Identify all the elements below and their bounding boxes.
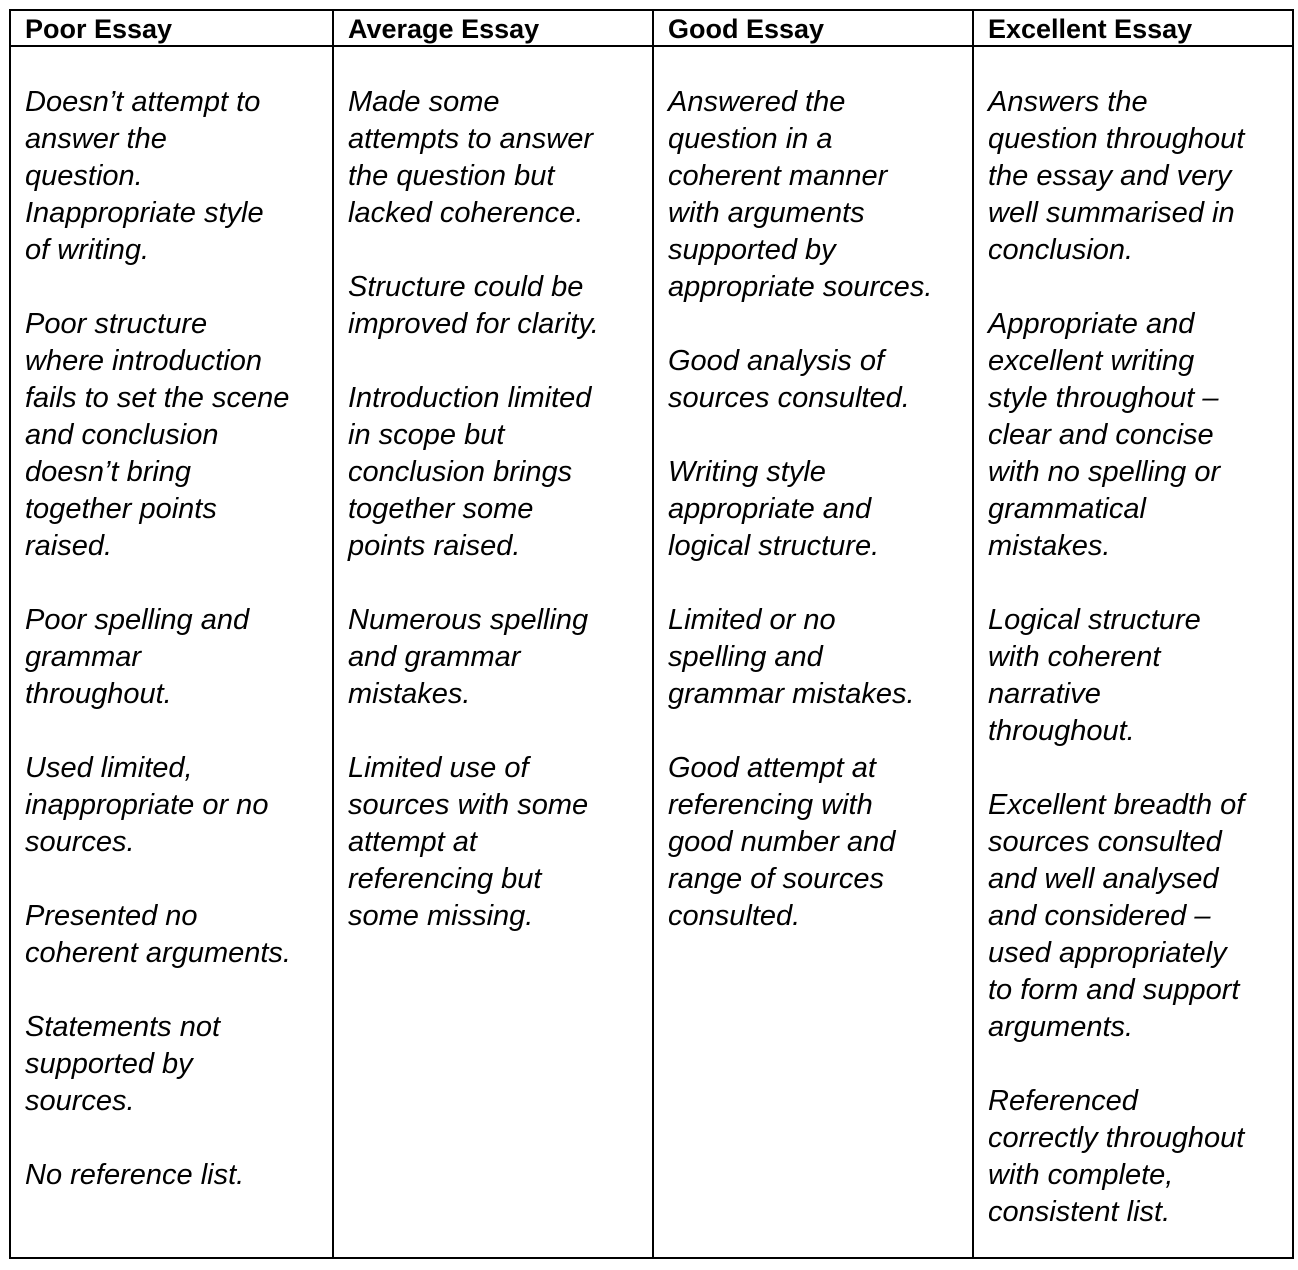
criterion-text: Statements not supported by sources. [25, 1011, 221, 1117]
excellent-essay-cell [973, 46, 1293, 1258]
criterion-text: No reference list. [25, 1159, 245, 1191]
essay-rubric-table [9, 9, 1294, 1259]
good-essay-cell [653, 46, 973, 1258]
criterion-text: Poor structure where introduction fails to set the scene and conclusion doesn’t bring together points raised. [25, 308, 290, 562]
criterion-text: Limited or no spelling and grammar mistakes. [668, 604, 915, 710]
criterion-text: Appropriate and excellent writing style throughout – clear and concise with no spelling or grammatical mistakes. [988, 308, 1221, 562]
criterion-text: Answers the question throughout the essay and very well summarised in conclusion. [988, 86, 1245, 266]
header-row [10, 10, 1293, 46]
criterion-text: Excellent breadth of sources consulted and well analysed and considered – used appropriately to form and support arguments. [988, 789, 1245, 1043]
criterion-text: Doesn’t attempt to answer the question. Inappropriate style of writing. [25, 86, 264, 266]
criterion-text: Used limited, inappropriate or no sources. [25, 752, 269, 858]
criteria-row [10, 46, 1293, 1258]
header-poor-essay: Poor Essay [10, 10, 333, 46]
criterion-text: Answered the question in a coherent manner with arguments supported by appropriate sources. [668, 86, 933, 303]
criterion-text: Presented no coherent arguments. [25, 900, 291, 969]
criterion-text: Structure could be improved for clarity. [348, 271, 599, 340]
criterion-text: Limited use of sources with some attempt at referencing but some missing. [348, 752, 589, 932]
header-good-essay: Good Essay [653, 10, 973, 46]
header-excellent-essay: Excellent Essay [973, 10, 1293, 46]
criterion-text: Writing style appropriate and logical structure. [668, 456, 880, 562]
criterion-text: Made some attempts to answer the question but lacked coherence. [348, 86, 593, 229]
average-essay-cell [333, 46, 653, 1258]
poor-essay-cell [10, 46, 333, 1258]
criterion-text: Logical structure with coherent narrative throughout. [988, 604, 1201, 747]
criterion-text: Poor spelling and grammar throughout. [25, 604, 250, 710]
criterion-text: Numerous spelling and grammar mistakes. [348, 604, 589, 710]
criterion-text: Good attempt at referencing with good number and range of sources consulted. [668, 752, 896, 932]
header-average-essay: Average Essay [333, 10, 653, 46]
criterion-text: Introduction limited in scope but conclusion brings together some points raised. [348, 382, 592, 562]
criterion-text: Referenced correctly throughout with complete, consistent list. [988, 1085, 1245, 1228]
criterion-text: Good analysis of sources consulted. [668, 345, 910, 414]
